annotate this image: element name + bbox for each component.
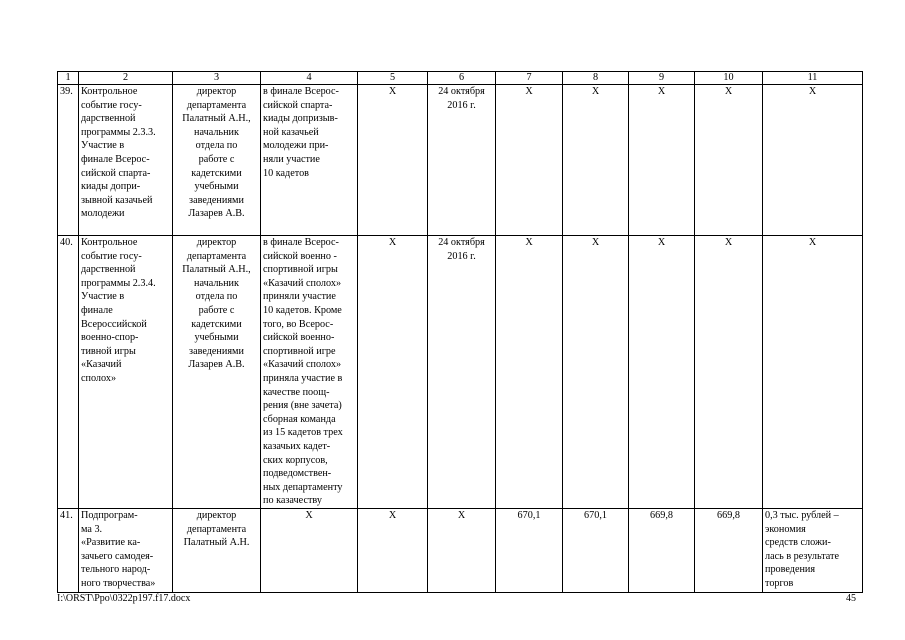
column-number: 5 <box>358 72 428 85</box>
row-number: 39. <box>58 85 79 236</box>
cell-col7: Х <box>496 236 563 509</box>
column-number: 1 <box>58 72 79 85</box>
cell-col10: 669,8 <box>695 509 763 593</box>
cell-col6: Х <box>428 509 496 593</box>
column-number: 10 <box>695 72 763 85</box>
responsible-person: директор департамента Палатный А.Н., начальник отдела по работе с кадетскими учебными заведениями Лазарев А.В. <box>173 85 261 236</box>
report-table <box>57 71 863 593</box>
event-date: 24 октября 2016 г. <box>428 236 496 509</box>
event-date: 24 октября 2016 г. <box>428 85 496 236</box>
event-name: Контрольное событие госу- дарственной программы 2.3.3. Участие в финале Всерос- сийской спарта- киады допри- зывной казачьей молодежи <box>79 85 173 236</box>
column-number: 3 <box>173 72 261 85</box>
subprogram-name: Подпрограм- ма 3. «Развитие ка- зачьего самодея- тельного народ- ного творчества» <box>79 509 173 593</box>
event-result: в финале Всерос- сийской военно - спортивной игры «Казачий сполох» приняли участие 10 кадетов. Кроме того, во Всерос- сийской военно- спортивной игре «Казачий сполох» приняла участие в качестве поощ- рения (вне зачета) сборная команда из 15 кадетов трех казачьих кадет- ских корпусов, подведомствен- ных департаменту по казачеству <box>261 236 358 509</box>
cell-col8: 670,1 <box>563 509 629 593</box>
responsible-person: директор департамента Палатный А.Н., начальник отдела по работе с кадетскими учебными заведениями Лазарев А.В. <box>173 236 261 509</box>
column-number: 2 <box>79 72 173 85</box>
cell-col10: Х <box>695 85 763 236</box>
cell-col9: Х <box>629 236 695 509</box>
column-number: 9 <box>629 72 695 85</box>
cell-col11: Х <box>763 236 863 509</box>
cell-col9: 669,8 <box>629 509 695 593</box>
cell-col9: Х <box>629 85 695 236</box>
cell-col5: Х <box>358 236 428 509</box>
responsible-person: директор департамента Палатный А.Н. <box>173 509 261 593</box>
cell-col7: Х <box>496 85 563 236</box>
table-row <box>58 509 863 593</box>
column-number: 4 <box>261 72 358 85</box>
cell-col5: Х <box>358 85 428 236</box>
event-name: Контрольное событие госу- дарственной программы 2.3.4. Участие в финале Всероссийской военно-спор- тивной игры «Казачий сполох» <box>79 236 173 509</box>
row-number: 40. <box>58 236 79 509</box>
column-number: 11 <box>763 72 863 85</box>
event-result: в финале Всерос- сийской спарта- киады допризыв- ной казачьей молодежи при- няли участие 10 кадетов <box>261 85 358 236</box>
cell-col5: Х <box>358 509 428 593</box>
cell-col8: Х <box>563 236 629 509</box>
cell-col10: Х <box>695 236 763 509</box>
column-number: 8 <box>563 72 629 85</box>
table-row <box>58 85 863 236</box>
cell-col11-note: 0,3 тыс. рублей – экономия средств сложи- лась в результате проведения торгов <box>763 509 863 593</box>
column-number: 7 <box>496 72 563 85</box>
cell-col8: Х <box>563 85 629 236</box>
cell-col11: Х <box>763 85 863 236</box>
table-row <box>58 236 863 509</box>
document-path: I:\ORST\Ppo\0322p197.f17.docx <box>57 593 191 604</box>
row-number: 41. <box>58 509 79 593</box>
event-result: Х <box>261 509 358 593</box>
column-number: 6 <box>428 72 496 85</box>
page-number: 45 <box>846 593 856 604</box>
column-number-row <box>58 72 863 85</box>
cell-col7: 670,1 <box>496 509 563 593</box>
